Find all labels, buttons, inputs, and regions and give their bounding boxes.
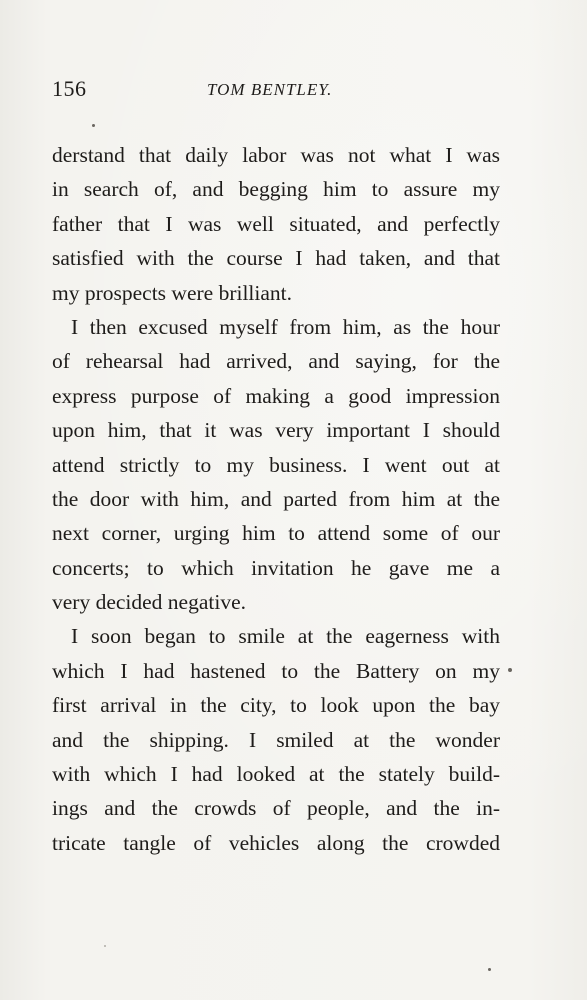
- text-line: of rehearsal had arrived, and saying, for the: [52, 349, 500, 374]
- text-line: ings and the crowds of people, and the in-: [52, 796, 500, 821]
- print-speck: [92, 124, 95, 127]
- page-number: 156: [52, 76, 87, 101]
- text-line: attend strictly to my business. I went out at: [52, 452, 500, 477]
- text-line: and the shipping. I smiled at the wonder: [52, 727, 500, 752]
- text-line: satisfied with the course I had taken, and that: [52, 246, 500, 271]
- running-title: TOM BENTLEY.: [207, 80, 333, 99]
- text-line: derstand that daily labor was not what I was: [52, 143, 500, 167]
- text-line: with which I had looked at the stately build-: [52, 762, 500, 787]
- text-line: first arrival in the city, to look upon the bay: [52, 693, 500, 718]
- text-line: father that I was well situated, and perfectly: [52, 211, 500, 236]
- running-head: [52, 76, 538, 106]
- text-line: I then excused myself from him, as the hour: [71, 314, 500, 339]
- text-line: tricate tangle of vehicles along the crowded: [52, 830, 500, 855]
- text-line: I soon began to smile at the eagerness with: [71, 624, 500, 649]
- text-line: express purpose of making a good impression: [52, 383, 500, 408]
- text-line: which I had hastened to the Battery on my: [52, 658, 500, 683]
- text-line: next corner, urging him to attend some of our: [52, 521, 500, 546]
- text-line: my prospects were brilliant.: [52, 280, 293, 305]
- print-speck: [488, 968, 491, 971]
- text-line: concerts; to which invitation he gave me a: [52, 555, 500, 580]
- text-line: in search of, and begging him to assure my: [52, 177, 500, 202]
- print-speck: [104, 945, 106, 947]
- body-text: [52, 138, 500, 860]
- text-line: the door with him, and parted from him at the: [52, 486, 500, 511]
- text-line: very decided negative.: [52, 590, 247, 615]
- print-speck: [508, 668, 512, 672]
- text-line: upon him, that it was very important I should: [52, 418, 500, 443]
